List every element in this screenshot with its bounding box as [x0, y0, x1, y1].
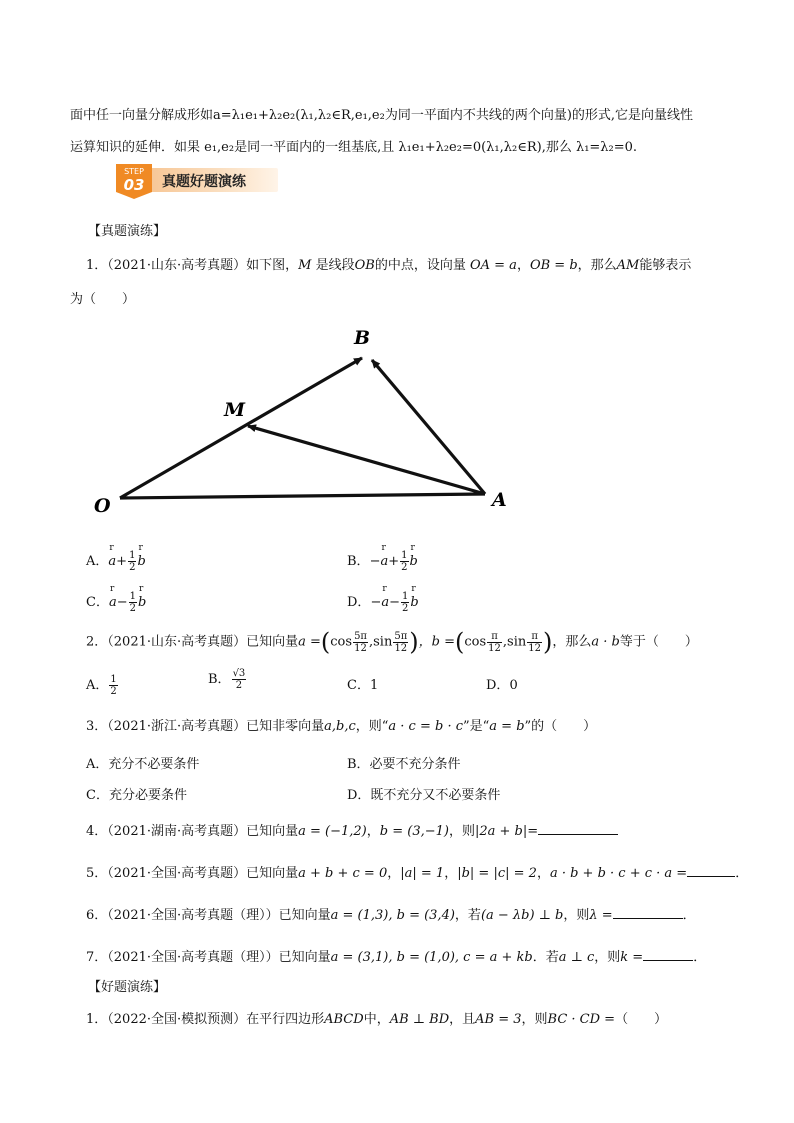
q7-vals: a = (3,1), b = (1,0), c = a + kb — [330, 950, 533, 965]
frac-half: $\frac{1}{2}$ — [402, 591, 409, 614]
paren-open: ( — [320, 628, 331, 656]
label-b: B — [354, 327, 371, 349]
step-label: STEP — [124, 167, 144, 176]
q1-text-d: ，那么 — [577, 258, 617, 273]
step-badge-icon — [112, 162, 156, 200]
vec-b: r b — [138, 595, 146, 610]
q1-option-b-label: B． — [347, 554, 370, 569]
q2-option-c-label: C． — [347, 678, 370, 693]
triangle-figure — [90, 320, 530, 520]
q3-line — [86, 715, 596, 734]
q5-eq3: |b| = |c| = 2 — [457, 866, 537, 881]
q2-line — [86, 628, 698, 656]
q2-d3: 12 — [488, 642, 501, 654]
g1-perp: AB ⊥ BD — [389, 1012, 450, 1027]
q5-eq2: |a| = 1 — [400, 866, 445, 881]
q1-option-b-sign: − — [369, 554, 381, 569]
q1-option-d-label: D． — [347, 595, 371, 610]
g1-line — [86, 1008, 667, 1027]
vec-b: r b — [410, 595, 418, 610]
q1-option-c-op: − — [116, 595, 128, 610]
g1-abcd: ABCD — [324, 1012, 364, 1027]
label-o: O — [94, 495, 111, 517]
q7-end: ． — [693, 950, 707, 965]
q1-text-b: 是线段 — [315, 258, 355, 273]
q1-text-e: 能够表示 — [639, 258, 692, 273]
q4-text-a: 4．（2021·湖南·高考真题）已知向量 — [86, 824, 299, 839]
q1-option-c-label: C． — [86, 595, 109, 610]
q1-ob: OB — [354, 258, 375, 273]
q2-option-b-frac — [232, 668, 247, 691]
q2-option-d-value: 0 — [509, 678, 518, 693]
vec-a: r a — [109, 595, 117, 610]
q1-option-a[interactable] — [86, 550, 146, 573]
q6-end: ． — [682, 908, 696, 923]
g1-ab: AB = 3 — [475, 1012, 522, 1027]
intro-line-2: 运算知识的延伸．如果 e₁,e₂是同一平面内的一组基底,且 λ₁e₁+λ₂e₂=0(λ₁,λ₂∈R),那么 λ₁=λ₂=0. — [70, 140, 638, 155]
q4-expr: |2a + b|= — [474, 824, 539, 839]
q6-text-a: 6．（2021·全国·高考真题（理））已知向量 — [86, 908, 331, 923]
vec-a: r a — [381, 595, 389, 610]
g1-expr: BC · CD = — [547, 1012, 616, 1027]
segment-oa — [120, 494, 485, 498]
q1-option-a-label: A． — [86, 554, 109, 569]
q2-text-b: ，那么 — [552, 634, 592, 650]
q7-k: k = — [620, 950, 644, 965]
q2-d2: 12 — [394, 642, 408, 654]
vec-a: r a — [380, 554, 388, 569]
q6-text-c: ，则 — [563, 908, 590, 923]
g1-text-c: ，且 — [449, 1012, 476, 1027]
q1-eq-am: AM — [616, 258, 640, 273]
q6-text-b: ，若 — [454, 908, 481, 923]
g1-text-e: （ ） — [615, 1012, 668, 1027]
label-a: A — [492, 489, 507, 511]
q6-cond: (a − λb) ⊥ b — [480, 908, 564, 923]
q2-d4: 12 — [528, 642, 541, 654]
q2-n3: π — [487, 631, 502, 643]
q3-option-a[interactable]: A．充分不必要条件 — [86, 757, 200, 772]
q2-text-c: 等于（ ） — [619, 634, 698, 650]
vector-am — [248, 426, 485, 494]
q5-eq1: a + b + c = 0 — [298, 866, 388, 881]
q1-option-b[interactable] — [347, 550, 418, 573]
q7-text-b: ．若 — [532, 950, 559, 965]
q2-option-b-num: √3 — [232, 668, 246, 679]
step-number: 03 — [123, 176, 145, 194]
paren-open: ( — [455, 628, 465, 656]
q1-option-d-sign: − — [370, 595, 382, 610]
q1-option-d[interactable] — [347, 591, 419, 614]
q2-option-b-label: B． — [208, 672, 231, 687]
q2-option-b[interactable] — [208, 668, 247, 691]
q2-b-eq: ，b = — [418, 634, 456, 650]
q3-text-b: ，则“ — [355, 719, 389, 734]
q2-frac1 — [353, 631, 368, 654]
vector-ab — [372, 360, 485, 494]
q3-text-c: ”是“ — [463, 719, 490, 734]
q2-frac4 — [527, 631, 542, 654]
q2-option-a[interactable] — [86, 674, 119, 697]
q3-cond2: a = b — [489, 719, 525, 734]
section-real: 【真题演练】 — [88, 224, 167, 239]
paren-close: ) — [542, 628, 553, 656]
q2-option-a-label: A． — [86, 678, 109, 693]
frac-half: $\frac{1}{2}$ — [129, 591, 136, 614]
section-good: 【好题演练】 — [88, 980, 167, 995]
q5-expr: a · b + b · c + c · a = — [549, 866, 688, 881]
paren-close: ) — [409, 628, 419, 656]
q1-sep: ， — [516, 258, 530, 273]
q2-d1: 12 — [354, 642, 367, 654]
q3-vecs: a,b,c — [324, 719, 356, 734]
answer-blank[interactable] — [613, 906, 683, 919]
q3-text-d: ”的（ ） — [524, 719, 597, 734]
q2-n1: 5π — [354, 630, 367, 642]
q2-option-a-num: 1 — [110, 674, 117, 685]
q7-text-a: 7．（2021·全国·高考真题（理））已知向量 — [86, 950, 331, 965]
q5-sep3: ， — [536, 866, 550, 881]
q1-line-2: 为（ ） — [70, 292, 136, 307]
q5-sep1: ， — [387, 866, 401, 881]
intro-line-1: 面中任一向量分解成形如a=λ₁e₁+λ₂e₂(λ₁,λ₂∈R,e₁,e₂为同一平面内不共线的两个向量)的形式,它是向量线性 — [70, 108, 694, 123]
q3-option-d[interactable]: D．既不充分又不必要条件 — [347, 788, 501, 803]
q6-lam: λ = — [589, 908, 613, 923]
q2-cos1: cos — [330, 634, 353, 650]
q1-text-a: 1．（2021·山东·高考真题）如下图， — [86, 258, 299, 273]
q1-m: M — [298, 258, 312, 273]
q6-vals: a = (1,3), b = (3,4) — [330, 908, 455, 923]
q7-line — [86, 946, 706, 965]
q1-eq-a: OA = a — [469, 258, 517, 273]
q2-dot: a · b — [591, 634, 620, 650]
vec-a: r a — [108, 554, 116, 569]
q5-sep2: ， — [444, 866, 458, 881]
answer-blank[interactable] — [643, 948, 693, 961]
q4-line — [86, 820, 618, 839]
label-m: M — [224, 399, 246, 421]
q2-frac2 — [393, 631, 408, 654]
q4-b-val: b = (3,−1) — [379, 824, 449, 839]
q2-frac3 — [487, 631, 502, 654]
q2-sin2: ,sin — [502, 634, 527, 650]
q2-text-a: 2．（2021·山东·高考真题）已知向量 — [86, 634, 299, 650]
q2-option-d-label: D． — [486, 678, 510, 693]
vec-b: r b — [410, 554, 418, 569]
step-title: 真题好题演练 — [162, 174, 246, 190]
q1-option-c[interactable] — [86, 591, 146, 614]
vec-b: r b — [137, 554, 145, 569]
q1-text-c: 的中点，设向量 — [374, 258, 466, 273]
q5-line — [86, 862, 748, 881]
q2-option-a-den: 2 — [110, 686, 117, 697]
q2-option-b-den: 2 — [235, 680, 243, 691]
q2-option-c[interactable] — [347, 674, 378, 693]
g1-text-b: 中， — [363, 1012, 390, 1027]
q2-n4: π — [527, 631, 542, 643]
answer-blank[interactable] — [538, 822, 618, 835]
q6-line — [86, 904, 696, 923]
q2-a-eq: a = — [298, 634, 321, 650]
g1-text-a: 1．（2022·全国·模拟预测）在平行四边形 — [86, 1012, 325, 1027]
q2-sin1: ,sin — [369, 634, 393, 650]
q7-text-c: ，则 — [594, 950, 621, 965]
q2-cos2: cos — [464, 634, 487, 650]
q2-option-a-frac — [109, 674, 117, 697]
q2-option-c-value: 1 — [369, 678, 379, 693]
frac-half: $\frac{1}{2}$ — [129, 550, 136, 573]
q1-option-a-op: + — [116, 554, 128, 569]
answer-blank[interactable] — [687, 864, 735, 877]
q3-option-b[interactable]: B．必要不充分条件 — [347, 757, 461, 772]
q3-text-a: 3．（2021·浙江·高考真题）已知非零向量 — [86, 719, 325, 734]
q2-option-d[interactable] — [486, 674, 518, 693]
q4-a-val: a = (−1,2) — [298, 824, 367, 839]
q3-option-c[interactable]: C．充分必要条件 — [86, 788, 187, 803]
q1-line-1 — [86, 254, 691, 273]
g1-text-d: ，则 — [521, 1012, 548, 1027]
q1-option-b-op: + — [388, 554, 400, 569]
q1-eq-b: OB = b — [529, 258, 578, 273]
q5-text-a: 5．（2021·全国·高考真题）已知向量 — [86, 866, 299, 881]
q5-end: ． — [735, 866, 749, 881]
q1-option-d-op: − — [389, 595, 401, 610]
q7-cond: a ⊥ c — [558, 950, 595, 965]
q4-sep: ， — [366, 824, 380, 839]
q4-text-b: ，则 — [448, 824, 475, 839]
q2-n2: 5π — [394, 630, 408, 642]
frac-half: $\frac{1}{2}$ — [401, 550, 408, 573]
vector-ob — [120, 358, 362, 498]
q3-cond1: a · c = b · c — [388, 719, 463, 734]
